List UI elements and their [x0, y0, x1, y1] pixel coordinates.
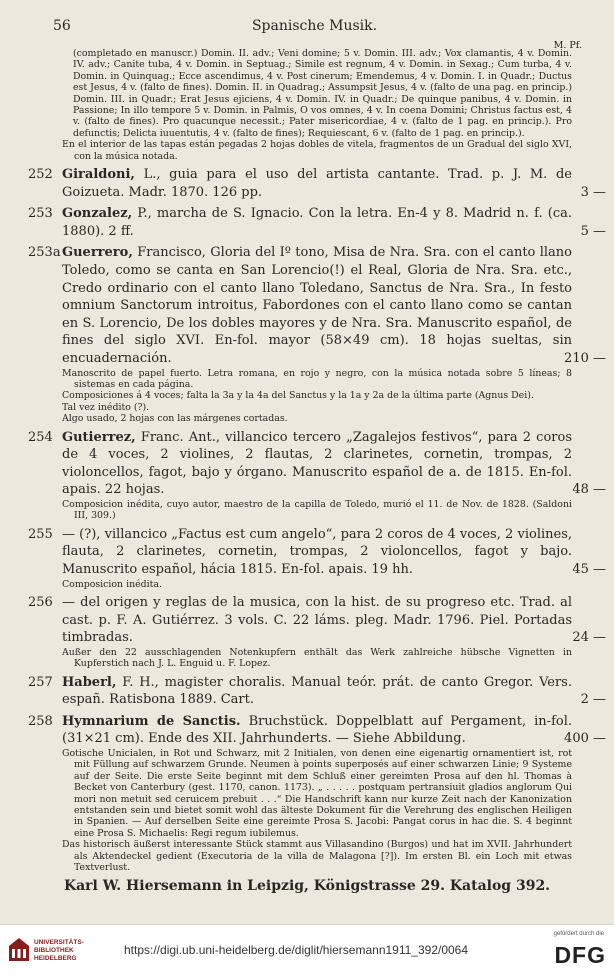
entry-number: 253 — [28, 206, 53, 222]
entry-author: Gonzalez, — [62, 206, 133, 222]
catalog-entry — [28, 244, 606, 367]
catalog-entry — [28, 205, 606, 240]
catalog-entry — [28, 526, 606, 579]
entry-note: Composicion inédita. — [62, 578, 162, 590]
entry-price: 400 — — [564, 731, 606, 747]
entry-description: Bruchstück. Doppelblatt auf Pergament, in-fol. (31×21 cm). Ende des XII. Jahrhunderts. — Siehe Abbildung. — [62, 713, 573, 747]
entry-description: L., guia para el uso del artista cantante. Trad. p. J. M. de Goizueta. Madr. 1870. 126 pp. — [62, 167, 572, 200]
viewer-bottom-bar — [0, 924, 614, 976]
entry-number: 256 — [28, 595, 53, 610]
entry-number: 253a — [28, 245, 61, 261]
entry-description: P., marcha de S. Ignacio. Con la letra. En-4 y 8. Madrid n. f. (ca. 1880). 2 ff. — [62, 206, 572, 239]
entry-price: 3 — — [580, 184, 606, 200]
entry-description: F. H., magister choralis. Manual teór. prát. de canto Gregor. Vers. españ. Ratisbona 1889. Cart. — [62, 674, 572, 708]
entry-note: Das historisch äußerst interessante Stück stammt aus Villasandino (Burgos) und hat im XVII. Jahrhundert als Aktendeckel gedient (Executoria de la villa de Malagona [?]). Im ersten Bl. ein Loch mit etwas Textverlust. — [62, 839, 572, 874]
price-column-label: M. Pf. — [553, 40, 582, 51]
entry-note: Gotische Unicialen, in Rot und Schwarz, mit 2 Initialen, von denen eine eigenartig ornamentiert ist, rot mit Füllung auf schwarzem Grunde. Neumen à points superposés auf einer schwarzen Linie; 9 Systeme auf der Seite. Die erste Seite beginnt mit dem Schluß einer gereimten Prosa auf den hl. Thomas à Becket von Canterbury (gest. 1170, canon. 1173). „ . . . . . postquam pertransiuit gladios anglorum Qui mori non metuit sed ceruicem prebuit . . .“ Die Handschrift kann nur kurze Zeit nach der Kanonization entstanden sein und bietet somit wohl das älteste Dokument für die Verehrung des englischen Heiligen in Spanien. — Auf derselben Seite eine gereimte Prosa S. Jacobi: Pangat corus in hac die. S. 4 beginnt eine Prosa S. Michaelis: Regi regum iubilemus. — [62, 747, 572, 839]
permalink-url[interactable]: https://digi.ub.uni-heidelberg.de/diglit/hiersemann1911_392/0064 — [124, 943, 469, 957]
entry-number: 257 — [28, 674, 53, 690]
entry-author: Haberl, — [62, 674, 117, 690]
entry-number: 254 — [28, 429, 53, 445]
entry-note: Außer den 22 ausschlagenden Notenkupfern enthält das Werk zahlreiche hübsche Vignetten in Kupferstich nach J. L. Enguid u. F. Lopez. — [62, 646, 572, 670]
page-title: Spanische Musik. — [251, 18, 378, 34]
entry-description: Franc. Ant., villancico tercero „Zagalejos festivos“, para 2 coros de 4 voces, 2 violines, 2 flautas, 2 clarinetes, cornetin, trompas, 2 violoncellos, fagot, bajo y órgano. Manuscrito español de a. de 1815. En-fol. apais. 22 hojas. — [62, 429, 572, 498]
entry-note: Algo usado, 2 hojas con las márgenes cortadas. — [62, 413, 288, 425]
entry-number: 255 — [28, 526, 53, 542]
entry-author: Guerrero, — [62, 245, 133, 261]
entry-price: 45 — — [572, 562, 606, 577]
catalog-entry — [28, 713, 606, 748]
entries-list — [28, 166, 606, 874]
page-number: 56 — [53, 18, 71, 34]
library-name: UNIVERSITÄTS- BIBLIOTHEK HEIDELBERG — [34, 939, 84, 962]
university-library-logo-icon — [8, 936, 30, 962]
entry-price: 48 — — [572, 482, 606, 498]
catalog-entry — [28, 429, 606, 499]
page-header — [45, 18, 584, 38]
entry-number: 252 — [28, 167, 53, 183]
entry-author: Giraldoni, — [62, 167, 135, 183]
publisher-footer: Karl W. Hiersemann in Leipzig, Königstrasse 29. Katalog 392. — [63, 878, 551, 894]
funding-label: gefördert durch die — [553, 931, 604, 937]
intro-note: En el interior de las tapas están pegadas 2 hojas dobles de vitela, fragmentos de un Gradual del siglo XVI, con la música notada. — [62, 139, 572, 162]
entry-author: Hymnarium de Sanctis. — [62, 713, 241, 729]
entry-note: Tal vez inédito (?). — [62, 401, 150, 413]
entry-note: Composicion inédita, cuyo autor, maestro de la capilla de Toledo, murió el 11. de Nov. de 1828. (Saldoni III, 309.) — [62, 499, 572, 522]
entry-note: Manoscrito de papel fuerto. Letra romana, en rojo y negro, con la música notada sobre 5 líneas; 8 sistemas en cada página. — [62, 367, 572, 390]
entry-price: 2 — — [580, 692, 606, 708]
catalog-entry — [28, 594, 606, 647]
entry-author: Gutierrez, — [62, 429, 136, 445]
intro-text: (completado en manuscr.) Domin. II. adv.; Veni domine; 5 v. Domin. III. adv.; Vox clamantis, 4 v. Domin. IV. adv.; Canite tuba, 4 v. Domin. in Septuag.; Simile est regnum, 4 v. Domin. in Sexag.; Cum turba, 4 v. Domin. in Quinquag.; Ecce ascendimus, 4 v. Post cinerum; Emendemus, 4 v. Domin. I. in Quadr.; Ductus est Jesus, 4 v. (falto de fines). Domin. II. in Quadrag.; Assumpsit Jesus, 4 v. (falto de una pag. en princip.) Domin. III. in Quadr.; Erat Jesus ejiciens, 4 v. Domin. IV. in Quadr.; De quinque panibus, 4 v. Domin. in Passione; In illo tempore 5 v. Domin. in Palmis, O vos omnes, 4 v. In coena Domini; Christus factus est, 4 v. (falto de fines). Pro quacunque necessit.; Pater misericordiae, 4 v. (falto de 1 pag. en princip.). Pro defunctis; Delicta iuuentutis, 4 v. (falto de fines); Requiescant, 6 v. (falto de 1 pag. en princip.). — [73, 48, 572, 139]
entry-price: 5 — — [580, 223, 606, 239]
entry-price: 24 — — [572, 630, 606, 646]
dfg-logo[interactable]: DFG — [554, 942, 606, 968]
entry-description: Francisco, Gloria del Iº tono, Misa de Nra. Sra. con el canto llano Toledo, como se canta en San Lorencio(!) el Real, Gloria de Nra. Sra. etc., Credo ordinario con el canto llano Toledano, Sanctus de Nra. Sra., In festo omnium Sanctorum introitus, Fabordones con el canto llano como se cantan en S. Lorencio, De los dobles mayores y de Nra. Sra. Manuscrito español, de fines del siglo XVI. En-fol. mayor (58×49 cm). 18 hojas sueltas, sin encuadernación. — [62, 245, 572, 366]
entry-number: 258 — [28, 713, 53, 729]
catalog-entry — [28, 166, 606, 201]
catalog-entry — [28, 674, 606, 709]
entry-note: Composiciones á 4 voces; falta la 3a y la 4a del Sanctus y la 1a y 2a de la última parte (Agnus Dei). — [62, 390, 534, 402]
entry-description: — del origen y reglas de la musica, con la hist. de su progreso etc. Trad. al cast. p. F. A. Gutiérrez. 3 vols. C. 22 láms. pleg. Madr. 1796. Piel. Portadas timbradas. — [62, 595, 572, 646]
entry-description: — (?), villancico „Factus est cum angelo“, para 2 coros de 4 voces, 2 violines, flauta, 2 clarinetes, cornetin, trompas, 2 violoncellos, fagot y bajo. Manuscrito español, hácia 1815. En-fol. apais. 19 hh. — [62, 526, 572, 577]
catalog-body — [28, 48, 606, 874]
entry-price: 210 — — [564, 351, 606, 366]
